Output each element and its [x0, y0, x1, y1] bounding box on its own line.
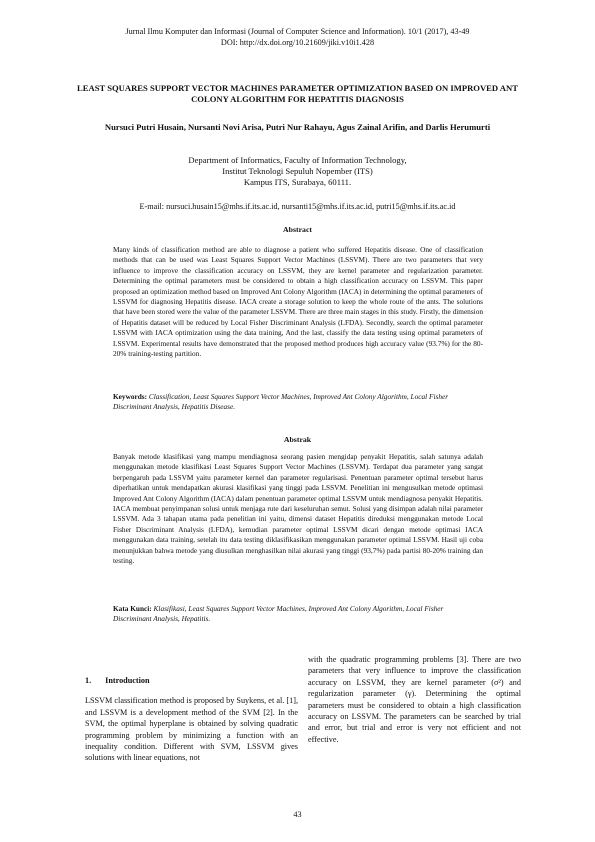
abstract-heading: Abstract: [282, 225, 312, 234]
authors: Nursuci Putri Husain, Nursanti Novi Arisa, Putri Nur Rahayu, Agus Zainal Arifin, and Darlis Herumurti: [104, 122, 491, 132]
email-line: E-mail: nursuci.husain15@mhs.if.its.ac.id, nursanti15@mhs.if.its.ac.id, putri15@mhs.if.its.ac.id: [139, 202, 456, 211]
intro-text-left: LSSVM classification method is proposed by Suykens, et al. [1], and LSSVM is a development method of the SVM [2]. In the SVM, the optimal hyperplane is obtained by solving quadratic programming problem by minimizing a function with an inequality condition. Different with SVM, LSSVM gives solutions with linear equations, not: [85, 696, 298, 763]
page-number: 43: [293, 810, 302, 819]
left-column: [85, 675, 298, 764]
abstrak-body: Banyak metode klasifikasi yang mampu mendiagnosa seorang pasien mengidap penyakit Hepatitis, salah satunya adalah menggunakan metode klasifikasi Least Squares Support Vector Machines (LSSVM). Terdapat dua parameter yang sangat berpengaruh pada LSSVM yaitu parameter kernel dan parameter regularisasi. Penentuan parameter optimal tersebut harus diperhatikan untuk mendapatkan akurasi klasifikasi yang tinggi pada LSSVM. Penelitian ini mengusulkan metode optimasi Improved Ant Colony Algorithm (IACA) dalam penentuan parameter optimal LSSVM untuk mendiagnosa penyakit Hepatitis. IACA membuat penyimpanan solusi untuk menjaga rute dari keseluruhan semut. Solusi yang disimpan adalah nilai parameter LSSVM. Ada 3 tahapan utama pada penelitian ini yaitu, dimensi dataset Hepatitis direduksi menggunakan metode Local Fisher Discriminant Analysis (LFDA), kemudian parameter optimal LSSVM dicari dengan metode optimasi IACA menggunakan data training, setelah itu data testing diklasifikasikan menggunakan parameter optimal LSSVM. Hasil uji coba menunjukkan bahwa metode yang diusulkan menghasilkan nilai akurasi yang tinggi (93,7%) pada partisi 80-20% training dan testing.: [113, 452, 483, 566]
keywords-text: Classification, Least Squares Support Vector Machines, Improved Ant Colony Algorithm, Local Fisher Discriminant Analysis, Hepatitis Disease.: [113, 392, 449, 412]
kata-kunci: [113, 604, 483, 625]
paper-title: LEAST SQUARES SUPPORT VECTOR MACHINES PARAMETER OPTIMIZATION BASED ON IMPROVED ANT COLONY ALGORITHM FOR HEPATITIS DIAGNOSIS: [77, 83, 518, 104]
section-title: Introduction: [105, 676, 150, 685]
section-number: 1.: [85, 676, 92, 685]
abstrak-heading: Abstrak: [283, 435, 312, 444]
affiliation-line-1: Department of Informatics, Faculty of Information Technology,: [188, 155, 407, 165]
keywords-label: Keywords:: [113, 392, 148, 401]
kata-kunci-label: Kata Kunci:: [113, 604, 152, 613]
journal-header: [60, 27, 535, 48]
kata-kunci-text: Klasifikasi, Least Squares Support Vector Machines, Improved Ant Colony Algorithm, Local Fisher Discriminant Analysis, Hepatitis.: [113, 604, 444, 624]
keywords: [113, 392, 483, 413]
doi-line: DOI: http://dx.doi.org/10.21609/jiki.v10i1.428: [220, 37, 375, 47]
intro-text-right: with the quadratic programming problems [3]. There are two parameters that very influence to improve the classification accuracy on LSSVM, they are kernel parameter (σ²) and regularization parameter (γ). Determining the optimal parameters must be considered to obtain a high classification accuracy on LSSVM. The parameters can be searched by trial and error, but trial and error is very not efficient and not effective.: [308, 655, 521, 744]
affiliation-line-3: Kampus ITS, Surabaya, 60111.: [243, 177, 352, 187]
abstract-body: Many kinds of classification method are able to diagnose a patient who suffered Hepatitis disease. One of classification methods that can be used was Least Squares Support Vector Machines (LSSVM). There are two parameters that very influence to improve the classification accuracy on LSSVM, they are kernel parameter and regularization parameter. Determining the optimal parameters must be considered to obtain a high classification accuracy on LSSVM. This paper proposed an optimization method based on Improved Ant Colony Algorithm (IACA) in determining the optimal parameters of LSSVM for diagnosing Hepatitis disease. IACA create a storage solution to keep the whole route of the ants. The solutions that have been stored were the value of the parameter LSSVM. There are three main stages in this study. Firstly, the dimension of Hepatitis dataset will be reduced by Local Fisher Discriminant Analysis (LFDA). Secondly, search the optimal parameter LSSVM with IACA optimization using the data training, And the last, classify the data testing using optimal parameters of LSSVM. Experimental results have demonstrated that the proposed method produces high accuracy value (93.7%) for the 80-20% training-testing partition.: [113, 245, 483, 359]
affiliation-line-2: Institut Teknologi Sepuluh Nopember (ITS): [222, 166, 373, 176]
right-column: [308, 654, 521, 745]
affiliation: [85, 155, 510, 188]
journal-line: Jurnal Ilmu Komputer dan Informasi (Journal of Computer Science and Information). 10/1 (2017), 43-49: [125, 27, 470, 36]
section-heading: [85, 675, 298, 686]
